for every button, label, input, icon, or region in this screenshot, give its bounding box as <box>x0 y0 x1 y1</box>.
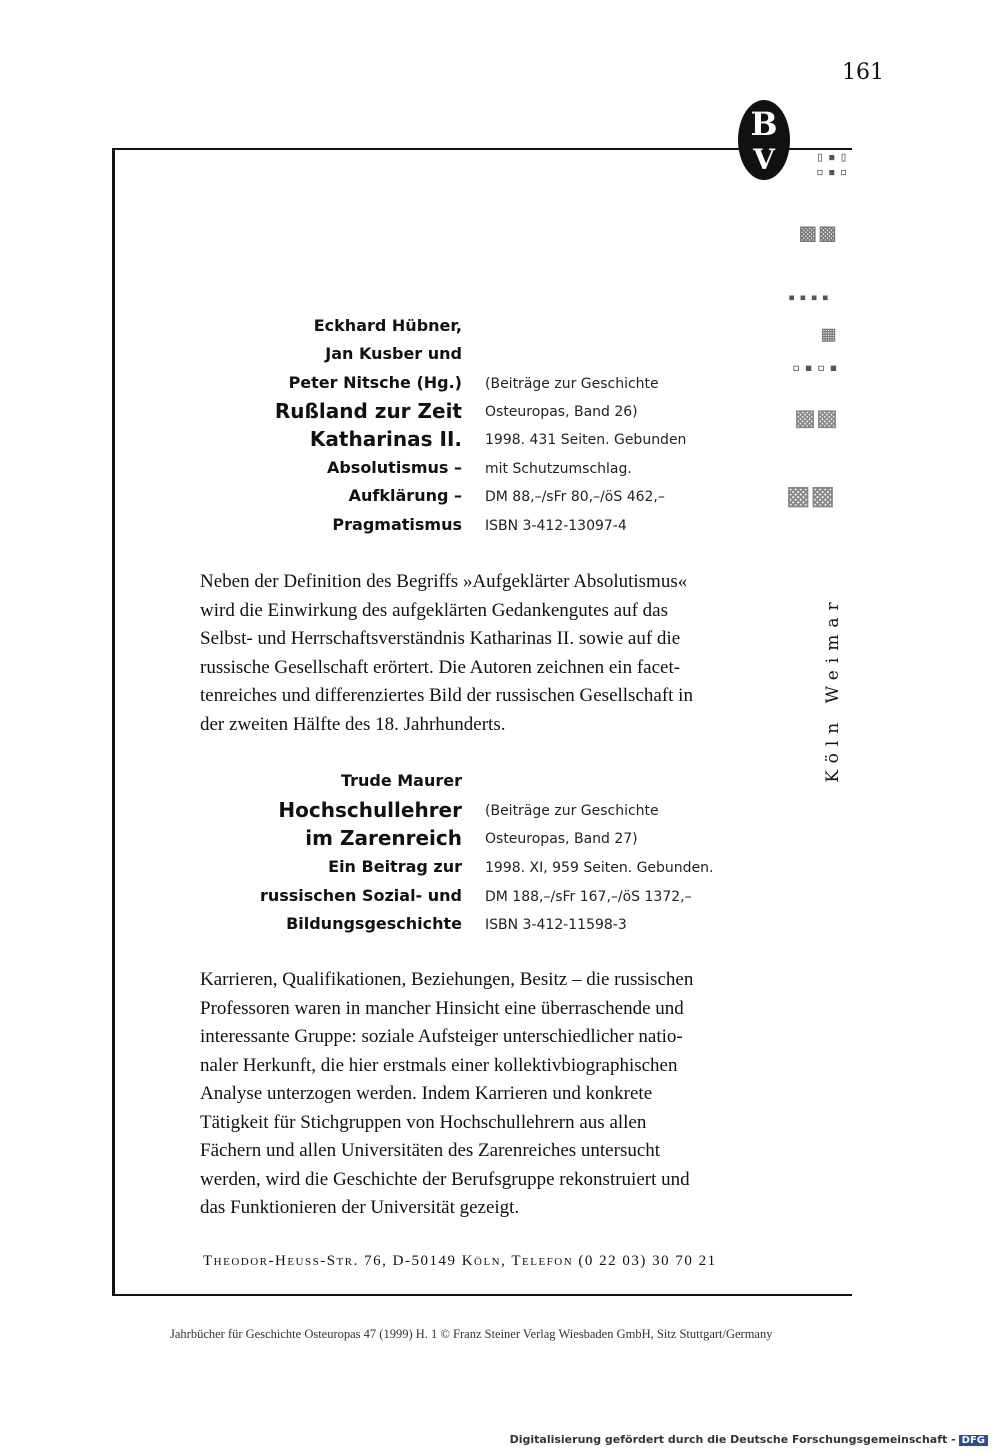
book-1-row <box>112 312 752 340</box>
description-line: wird die Einwirkung des aufgeklärten Gedankengutes auf das <box>200 599 668 621</box>
book-1-row <box>112 482 752 510</box>
book-2-row <box>112 853 752 881</box>
book-1-row <box>112 340 752 368</box>
description-line: Analyse unterzogen werden. Indem Karrieren und konkrete <box>200 1083 653 1104</box>
digitization-footer <box>510 1433 988 1446</box>
decorative-pattern-column <box>788 150 850 540</box>
publisher-address: Theodor-Heuss-Str. 76, D-50149 Köln, Telefon (0 22 03) 30 70 21 <box>203 1253 717 1269</box>
decorative-pattern: ▦ <box>822 322 840 347</box>
vertical-publisher-city: Köln Weimar <box>823 595 843 783</box>
book-2-subtitle: russischen Sozial- und <box>259 886 462 905</box>
book-1-editor: Eckhard Hübner, <box>313 316 462 335</box>
book-1-row <box>112 425 752 453</box>
book-1-series: (Beiträge zur Geschichte <box>485 376 659 392</box>
journal-citation-footer: Jahrbücher für Geschichte Osteuropas 47 (1999) H. 1 © Franz Steiner Verlag Wiesbaden GmbH, Sitz Stuttgart/Germany <box>170 1327 773 1341</box>
publisher-logo <box>738 100 790 180</box>
book-1-isbn: ISBN 3-412-13097-4 <box>485 518 627 534</box>
book-2-series: (Beiträge zur Geschichte <box>485 803 659 819</box>
description-line: Karrieren, Qualifikationen, Beziehungen, Besitz – die russischen <box>200 969 694 990</box>
description-line: der zweiten Hälfte des 18. Jahrhunderts. <box>200 713 506 735</box>
book-2-description <box>200 966 760 1223</box>
description-line: werden, wird die Geschichte der Berufsgruppe rekonstruiert und <box>200 1168 690 1190</box>
description-line: Tätigkeit für Stichgruppen von Hochschullehrern aus allen <box>200 1111 647 1133</box>
description-line: russische Gesellschaft erörtert. Die Autoren zeichnen ein facet- <box>200 656 681 678</box>
description-line: naler Herkunft, die hier erstmals einer kollektivbiographischen <box>200 1054 678 1076</box>
book-1-editor: Peter Nitsche (Hg.) <box>288 373 462 392</box>
book-1-title: Rußland zur Zeit <box>274 399 462 423</box>
description-line: das Funktionieren der Universität gezeigt. <box>200 1197 520 1218</box>
dfg-badge: DFG <box>959 1435 988 1446</box>
decorative-pattern: ▩▩ <box>800 218 840 248</box>
book-1-price: DM 88,–/sFr 80,–/öS 462,– <box>485 489 665 505</box>
description-line: tenreiches und differenziertes Bild der russischen Gesellschaft in <box>200 685 693 706</box>
book-2-price: DM 188,–/sFr 167,–/öS 1372,– <box>485 889 692 905</box>
book-1-subtitle: Absolutismus – <box>326 458 462 477</box>
book-2-isbn: ISBN 3-412-11598-3 <box>485 917 627 933</box>
book-2-author: Trude Maurer <box>340 771 462 790</box>
page-number: 161 <box>842 60 884 85</box>
decorative-pattern: ▯▪▯ ▫▪▫ <box>816 150 852 180</box>
decorative-pattern: ▩▩ <box>788 475 837 515</box>
book-1-title: Katharinas II. <box>309 427 462 451</box>
description-line: Fächern und allen Universitäten des Zarenreiches untersucht <box>200 1140 661 1161</box>
digitization-note: Digitalisierung gefördert durch die Deutsche Forschungsgemeinschaft - <box>509 1433 956 1446</box>
book-1-row <box>112 511 752 539</box>
description-line: Professoren waren in mancher Hinsicht eine überraschende und <box>200 997 684 1019</box>
book-2-subtitle: Ein Beitrag zur <box>328 857 462 876</box>
book-1-subtitle: Pragmatismus <box>332 515 462 534</box>
book-1-row <box>112 369 752 397</box>
description-line: Selbst- und Herrschaftsverständnis Katharinas II. sowie auf die <box>200 628 681 649</box>
book-1-editor: Jan Kusber und <box>325 344 462 363</box>
book-2-row <box>112 767 752 795</box>
book-1-row <box>112 397 752 425</box>
decorative-pattern: ▫▪▫▪ <box>792 360 842 376</box>
description-line: interessante Gruppe: soziale Aufsteiger unterschiedlicher natio- <box>200 1026 683 1047</box>
book-1-description <box>200 568 760 739</box>
book-2-series: Osteuropas, Band 27) <box>485 831 638 847</box>
publisher-logo-bottom-letter: V <box>753 143 775 176</box>
book-2-title: im Zarenreich <box>305 826 462 850</box>
book-2-row <box>112 796 752 824</box>
decorative-pattern: ▩▩ <box>796 400 841 435</box>
book-1-series: Osteuropas, Band 26) <box>485 404 638 420</box>
decorative-pattern: ▪▪▪▪ <box>788 290 833 304</box>
book-2-pages: 1998. XI, 959 Seiten. Gebunden. <box>485 860 714 876</box>
book-2-row <box>112 910 752 938</box>
book-2-title: Hochschullehrer <box>278 798 462 822</box>
book-1-row <box>112 454 752 482</box>
book-2-row <box>112 882 752 910</box>
book-1-binding: mit Schutzumschlag. <box>485 461 632 477</box>
description-line: Neben der Definition des Begriffs »Aufgeklärter Absolutismus« <box>200 571 688 592</box>
book-1-pages: 1998. 431 Seiten. Gebunden <box>485 432 687 448</box>
book-1-subtitle: Aufklärung – <box>348 486 462 505</box>
book-2-subtitle: Bildungsgeschichte <box>286 914 462 933</box>
publisher-logo-top-letter: B <box>750 105 778 143</box>
book-2-row <box>112 824 752 852</box>
